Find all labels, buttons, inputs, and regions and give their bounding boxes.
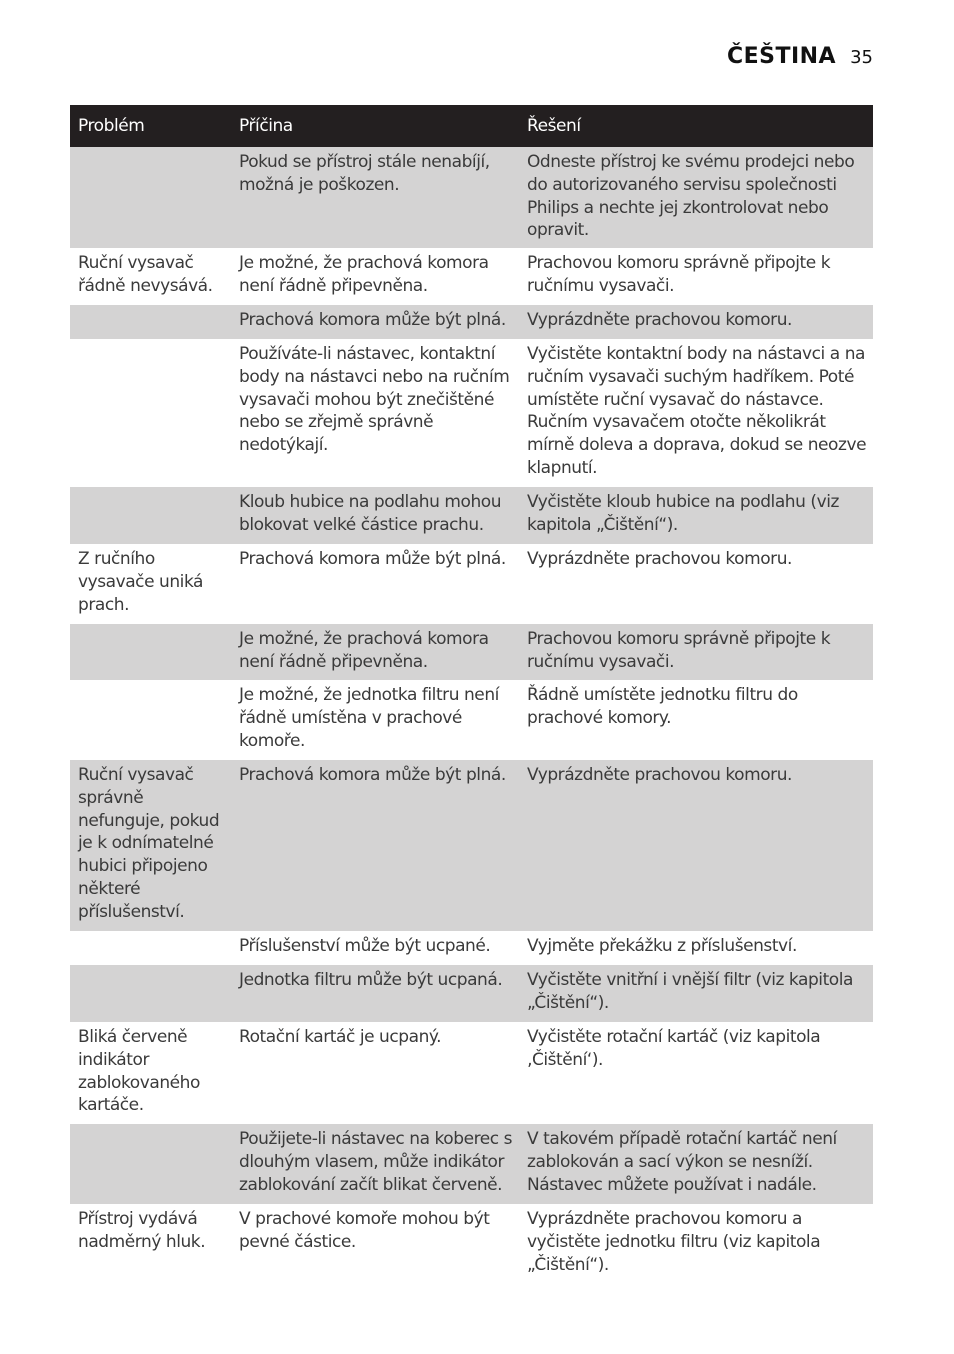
- problem-cell: Z ručního vysavače uniká prach.: [78, 549, 204, 615]
- solution-cell: V takovém případě rotační kartáč není zablokován a sací výkon se nesníží. Nástavec můžete používat i nadále.: [519, 1124, 873, 1204]
- problem-cell: [70, 487, 231, 544]
- solution-cell: Vyjměte překážku z příslušenství.: [527, 936, 797, 956]
- solution-cell: Vyčistěte vnitřní i vnější filtr (viz kapitola „Čištění“).: [519, 965, 873, 1022]
- solution-cell: Vyprázdněte prachovou komoru.: [519, 760, 873, 931]
- table-row: [70, 544, 873, 624]
- table-row: [70, 760, 873, 931]
- cause-cell: Používáte-li nástavec, kontaktní body na nástavci nebo na ručním vysavači mohou být znečištěné nebo se zřejmě správně nedotýkají.: [239, 344, 510, 456]
- cause-cell: Je možné, že prachová komora není řádně připevněna.: [231, 624, 519, 680]
- table-row: [70, 1124, 873, 1204]
- cause-cell: Prachová komora může být plná.: [239, 549, 506, 569]
- solution-cell: Řádně umístěte jednotku filtru do prachové komory.: [527, 685, 798, 728]
- solution-cell: Odneste přístroj ke svému prodejci nebo do autorizovaného servisu společnosti Philips a nechte jej zkontrolovat nebo opravit.: [519, 147, 873, 248]
- solution-cell: Prachovou komoru správně připojte k ručnímu vysavači.: [527, 253, 831, 296]
- column-header-solution: Řešení: [519, 105, 873, 147]
- problem-cell: [70, 931, 231, 965]
- cause-cell: Kloub hubice na podlahu mohou blokovat velké částice prachu.: [231, 487, 519, 544]
- cause-cell: Je možné, že prachová komora není řádně připevněna.: [239, 253, 489, 296]
- cause-cell: Je možné, že jednotka filtru není řádně umístěna v prachové komoře.: [239, 685, 499, 751]
- solution-cell: Vyčistěte kloub hubice na podlahu (viz kapitola „Čištění“).: [519, 487, 873, 544]
- table-row: [70, 1204, 873, 1284]
- column-header-cause: Příčina: [231, 105, 519, 147]
- problem-cell: [70, 624, 231, 680]
- table-header-row: [70, 105, 873, 147]
- problem-cell: [70, 147, 231, 248]
- problem-cell: Bliká červeně indikátor zablokovaného kartáče.: [78, 1027, 200, 1116]
- cause-cell: Rotační kartáč je ucpaný.: [239, 1027, 442, 1047]
- page-number: 35: [850, 47, 873, 68]
- solution-cell: Vyčistěte kontaktní body na nástavci a na ručním vysavači suchým hadříkem. Poté umístěte ruční vysavač do nástavce. Ručním vysavačem otočte několikrát mírně doleva a doprava, dokud se neozve klapnutí.: [527, 344, 867, 478]
- solution-cell: Prachovou komoru správně připojte k ručnímu vysavači.: [519, 624, 873, 680]
- troubleshooting-table: [70, 105, 873, 1284]
- problem-cell: Přístroj vydává nadměrný hluk.: [78, 1209, 206, 1252]
- table-row: [70, 487, 873, 544]
- problem-cell: Ruční vysavač řádně nevysává.: [78, 253, 213, 296]
- column-header-problem: Problém: [70, 105, 231, 147]
- problem-cell: [70, 1124, 231, 1204]
- cause-cell: Prachová komora může být plná.: [231, 305, 519, 339]
- problem-cell: [70, 965, 231, 1022]
- problem-cell: [70, 339, 231, 487]
- cause-cell: Jednotka filtru může být ucpaná.: [231, 965, 519, 1022]
- cause-cell: Příslušenství může být ucpané.: [239, 936, 491, 956]
- problem-cell: [70, 680, 231, 760]
- solution-cell: Vyprázdněte prachovou komoru.: [527, 549, 792, 569]
- solution-cell: Vyprázdněte prachovou komoru.: [519, 305, 873, 339]
- table-row: [70, 965, 873, 1022]
- table-row: [70, 624, 873, 680]
- table-row: [70, 147, 873, 248]
- language-heading: ČEŠTINA: [726, 44, 837, 69]
- page-header: [727, 44, 873, 69]
- table-row: [70, 305, 873, 339]
- cause-cell: Pokud se přístroj stále nenabíjí, možná je poškozen.: [231, 147, 519, 248]
- table-row: [70, 931, 873, 965]
- solution-cell: Vyčistěte rotační kartáč (viz kapitola ‚Čištění‘).: [527, 1027, 821, 1070]
- cause-cell: Použijete-li nástavec na koberec s dlouhým vlasem, může indikátor zablokování začít blikat červeně.: [231, 1124, 519, 1204]
- cause-cell: V prachové komoře mohou být pevné částice.: [239, 1209, 490, 1252]
- table-row: [70, 248, 873, 305]
- table-row: [70, 339, 873, 487]
- problem-cell: [70, 305, 231, 339]
- problem-cell: Ruční vysavač správně nefunguje, pokud je k odnímatelné hubici připojeno některé příslušenství.: [70, 760, 231, 931]
- solution-cell: Vyprázdněte prachovou komoru a vyčistěte jednotku filtru (viz kapitola „Čištění“).: [527, 1209, 821, 1275]
- table-row: [70, 1022, 873, 1124]
- table-row: [70, 680, 873, 760]
- cause-cell: Prachová komora může být plná.: [231, 760, 519, 931]
